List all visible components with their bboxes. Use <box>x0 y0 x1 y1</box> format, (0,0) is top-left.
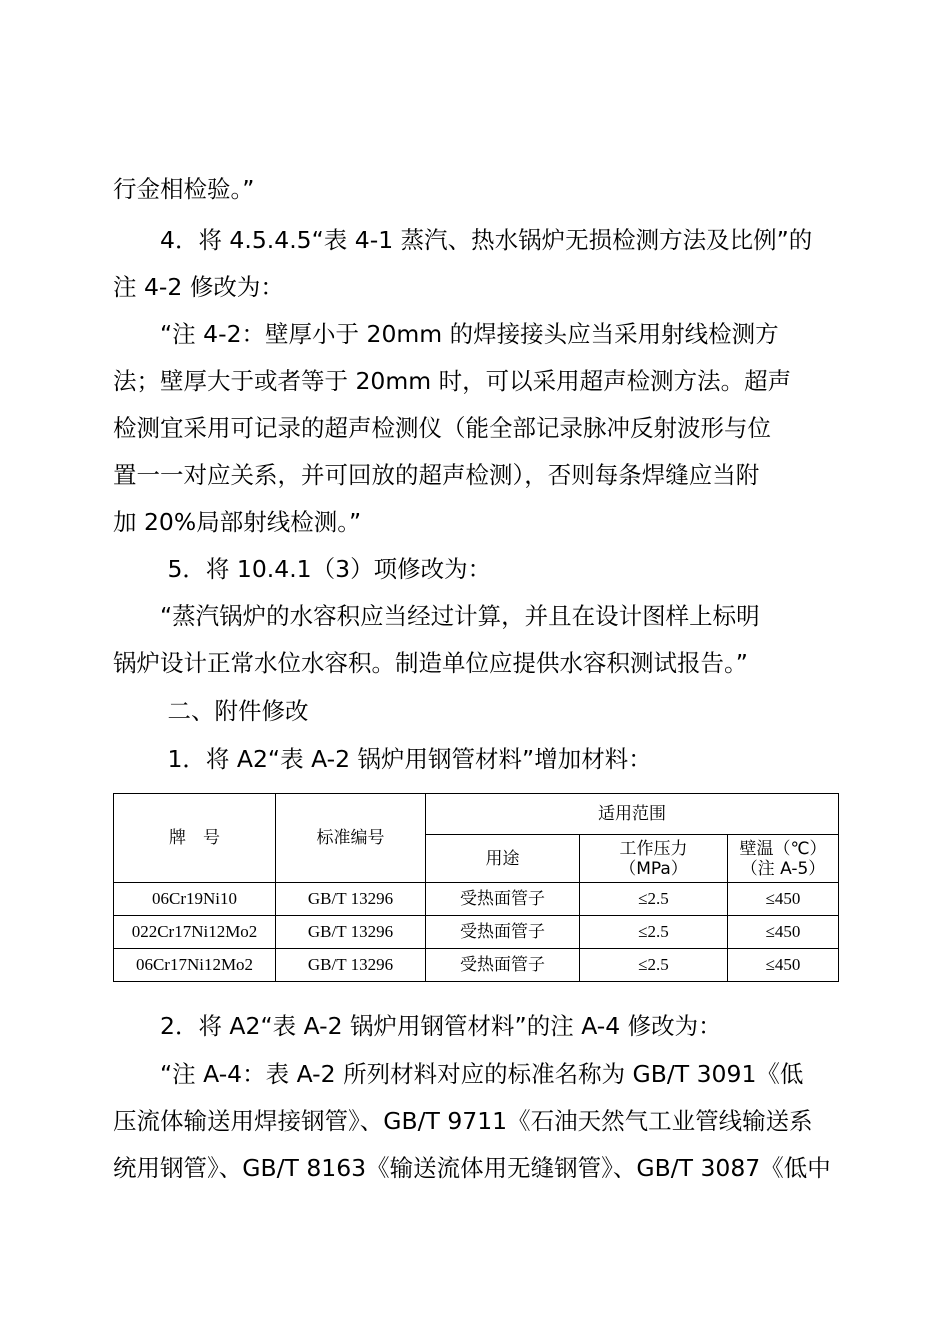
text-line: 法；壁厚大于或者等于 20mm 时，可以采用超声检测方法。超声 <box>113 367 792 395</box>
header-pressure-line2: （MPa） <box>619 858 688 879</box>
text-line: 注 4-2 修改为： <box>113 273 284 301</box>
section-heading-appendix <box>113 688 838 735</box>
materials-table <box>113 793 839 982</box>
text-line: “蒸汽锅炉的水容积应当经过计算，并且在设计图样上标明 <box>113 602 760 630</box>
cell-temp: ≤450 <box>728 916 839 949</box>
text-line: 1．将 A2“表 A-2 锅炉用钢管材料”增加材料： <box>113 745 652 773</box>
cell-use: 受热面管子 <box>426 916 580 949</box>
cell-grade: 06Cr19Ni10 <box>114 883 276 916</box>
header-temp-line1: 壁温（℃） <box>739 838 827 859</box>
paragraph-appendix-item-2 <box>113 1003 838 1050</box>
text-line: 置一一对应关系，并可回放的超声检测），否则每条焊缝应当附 <box>113 461 760 489</box>
paragraph-water-volume <box>113 593 838 687</box>
cell-temp: ≤450 <box>728 949 839 982</box>
text-line: 5．将 10.4.1（3）项修改为： <box>113 555 492 583</box>
text-line: 压流体输送用焊接钢管》、GB/T 9711《石油天然气工业管线输送系 <box>113 1107 813 1135</box>
cell-standard: GB/T 13296 <box>276 883 426 916</box>
text-line: 4．将 4.5.4.5“表 4-1 蒸汽、热水锅炉无损检测方法及比例”的 <box>113 226 813 254</box>
cell-pressure: ≤2.5 <box>580 916 728 949</box>
text-line: 2．将 A2“表 A-2 锅炉用钢管材料”的注 A-4 修改为： <box>113 1012 722 1040</box>
header-grade: 牌 号 <box>114 794 276 883</box>
header-pressure <box>580 835 728 883</box>
text-line: 检测宜采用可记录的超声检测仪（能全部记录脉冲反射波形与位 <box>113 414 771 442</box>
cell-grade: 022Cr17Ni12Mo2 <box>114 916 276 949</box>
paragraph-0 <box>113 166 838 213</box>
text-line: “注 4-2：壁厚小于 20mm 的焊接接头应当采用射线检测方 <box>113 320 779 348</box>
text-line: 统用钢管》、GB/T 8163《输送流体用无缝钢管》、GB/T 3087《低中 <box>113 1154 831 1182</box>
cell-use: 受热面管子 <box>426 949 580 982</box>
cell-use: 受热面管子 <box>426 883 580 916</box>
cell-pressure: ≤2.5 <box>580 883 728 916</box>
text-line: 二、附件修改 <box>113 697 309 725</box>
header-pressure-line1: 工作压力 <box>619 838 688 859</box>
table-row <box>114 949 839 982</box>
paragraph-item-4 <box>113 217 838 311</box>
header-use: 用途 <box>426 835 580 883</box>
paragraph-note-4-2 <box>113 311 838 546</box>
cell-standard: GB/T 13296 <box>276 949 426 982</box>
paragraph-note-a-4 <box>113 1051 838 1192</box>
header-temp-line2: （注 A-5） <box>740 858 826 879</box>
paragraph-item-5 <box>113 546 838 593</box>
cell-pressure: ≤2.5 <box>580 949 728 982</box>
text-line: 锅炉设计正常水位水容积。制造单位应提供水容积测试报告。” <box>113 649 748 677</box>
cell-temp: ≤450 <box>728 883 839 916</box>
header-standard: 标准编号 <box>276 794 426 883</box>
table-row <box>114 883 839 916</box>
text-line: 行金相检验。” <box>113 175 255 203</box>
cell-grade: 06Cr17Ni12Mo2 <box>114 949 276 982</box>
paragraph-appendix-item-1 <box>113 736 838 783</box>
text-line: “注 A-4：表 A-2 所列材料对应的标准名称为 GB/T 3091《低 <box>113 1060 804 1088</box>
text-line: 加 20%局部射线检测。” <box>113 508 362 536</box>
table-row <box>114 916 839 949</box>
header-temperature <box>728 835 839 883</box>
cell-standard: GB/T 13296 <box>276 916 426 949</box>
header-scope: 适用范围 <box>426 794 839 835</box>
